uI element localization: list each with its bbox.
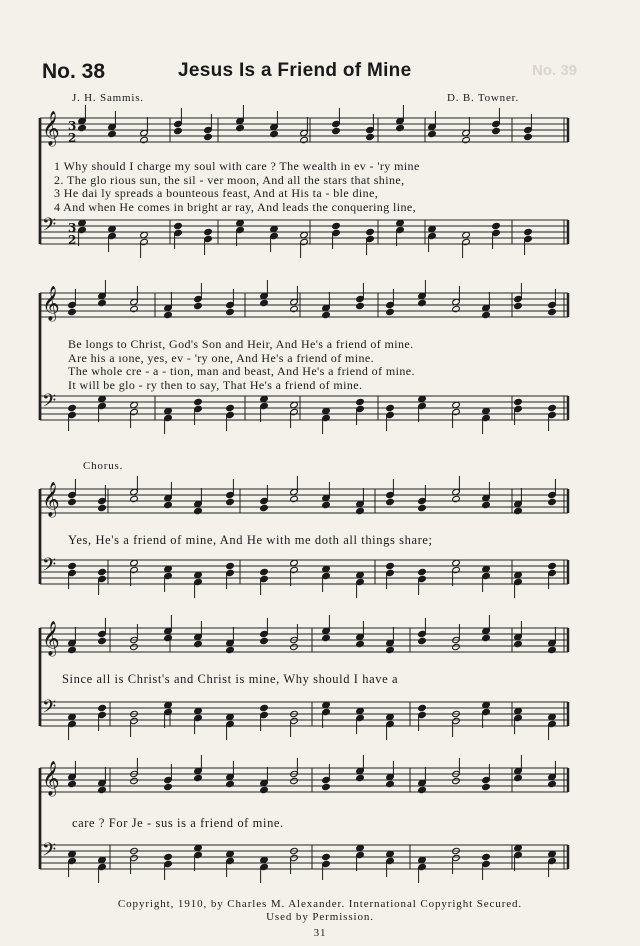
chorus-line-2: Since all is Christ's and Christ is mine, Why should I have a [62,672,399,686]
note-head [356,640,365,647]
note-head [514,507,523,514]
verse-block-2 [68,338,415,392]
note-head [130,777,139,784]
note-head [356,507,365,514]
note-head [514,640,523,647]
note-head [68,780,77,787]
note-head [260,637,269,644]
time-signature: 2 [68,233,77,247]
note-head [482,311,491,318]
note-head [452,305,461,312]
note-head [226,780,235,787]
note-head [524,133,533,140]
note-head [322,501,331,508]
note-head [396,124,405,131]
verse-line: Are his a ıone, yes, ev - 'ry one, And He's a friend of mine. [68,350,374,365]
note-head [482,634,491,641]
note-head [514,774,523,781]
note-head [356,774,365,781]
note-head [514,302,523,309]
note-head [332,127,341,134]
note-head [78,124,87,131]
verse-line: 1 Why should I charge my soul with care ? The wealth in ev - 'ry mine [54,159,420,173]
note-head [260,568,269,575]
note-head [418,504,427,511]
note-head [164,783,173,790]
note-head [260,504,269,511]
note-head [418,299,427,306]
copyright-notice: Copyright, 1910, by Charles M. Alexander. International Copyright Secured. [117,898,523,910]
note-head [194,398,203,405]
note-head [462,136,471,143]
note-head [130,495,139,502]
note-head [322,311,331,318]
note-head [164,311,173,318]
note-head [260,786,269,793]
note-head [270,130,279,137]
time-signature: 2 [68,131,77,145]
note-head [130,643,139,650]
note-head [386,308,395,315]
note-head [98,299,107,306]
note-head [226,562,235,569]
note-head [300,136,309,143]
note-head [548,562,557,569]
chorus-line-1: Yes, He's a friend of mine, And He with me doth all things share; [68,533,433,547]
note-head [194,507,203,514]
hymn-title: Jesus Is a Friend of Mine [178,60,412,81]
treble-clef-icon: 𝄞 [42,761,60,796]
page-number: 31 [313,927,327,939]
note-head [418,568,427,575]
treble-clef-icon: 𝄞 [42,111,60,146]
note-head [290,305,299,312]
note-head [386,404,395,411]
note-head [356,302,365,309]
note-head [418,704,427,711]
bass-clef-icon: 𝄢 [42,215,57,240]
note-head [366,133,375,140]
treble-clef-icon: 𝄞 [42,621,60,656]
note-head [548,404,557,411]
time-signature: 3 [68,221,77,235]
note-head [290,643,299,650]
note-head [524,228,533,235]
note-head [260,704,269,711]
note-head [482,853,491,860]
note-head [290,777,299,784]
note-head [98,786,107,793]
note-head [322,634,331,641]
note-head [164,853,173,860]
note-head [260,299,269,306]
chorus-line-3: care ? For Je - sus is a friend of mine. [72,816,284,830]
chorus-label: Chorus. [83,460,124,472]
note-head [174,127,183,134]
verse-line: 4 And when He comes in bright ar ray, And leads the conquering line, [54,199,417,214]
note-head [548,308,557,315]
note-head [108,130,117,137]
composer-credit: D. B. Towner. [447,92,520,104]
note-head [140,136,149,143]
note-head [68,562,77,569]
verse-line: 3 He dai ly spreads a bounteous feast, And at His ta - ble dine, [54,186,379,200]
note-head [68,308,77,315]
note-head [322,783,331,790]
note-head [452,777,461,784]
note-head [428,130,437,137]
note-head [164,501,173,508]
note-head [386,646,395,653]
note-head [418,786,427,793]
treble-clef-icon: 𝄞 [42,286,60,321]
verse-line: 2. The glo rious sun, the sil - ver moon, And all the stars that shine, [54,172,405,187]
note-head [68,498,77,505]
note-head [386,498,395,505]
note-head [452,495,461,502]
note-head [226,498,235,505]
note-head [482,501,491,508]
note-head [226,404,235,411]
note-head [236,124,245,131]
note-head [332,222,341,229]
bass-clef-icon: 𝄢 [42,840,57,865]
note-head [548,498,557,505]
note-head [204,133,213,140]
note-head [226,308,235,315]
note-head [98,504,107,511]
verse-block-1 [54,160,420,214]
note-head [68,404,77,411]
verse-line: It will be glo - ry then to say, That He's a friend of mine. [68,377,363,392]
note-head [482,783,491,790]
bass-clef-icon: 𝄢 [42,391,57,416]
note-head [164,634,173,641]
note-head [452,643,461,650]
verse-line: Be longs to Christ, God's Son and Heir, And He's a friend of mine. [68,337,414,351]
note-head [204,228,213,235]
note-head [492,222,501,229]
note-head [322,853,331,860]
note-head [492,127,501,134]
treble-clef-icon: 𝄞 [42,482,60,517]
note-head [174,222,183,229]
note-head [418,637,427,644]
note-head [194,774,203,781]
note-head [98,704,107,711]
verse-line: The whole cre - a - tion, man and beast, And He's a friend of mine. [68,364,415,378]
note-head [366,228,375,235]
lyricist-credit: J. H. Sammis. [72,92,144,104]
note-head [386,562,395,569]
note-head [514,398,523,405]
note-head [98,637,107,644]
note-head [98,568,107,575]
note-head [130,305,139,312]
time-signature: 3 [68,119,77,133]
permission-notice: Used by Permission. [266,911,374,923]
bleed-through-number: No. 39 [532,62,578,79]
note-head [226,646,235,653]
note-head [356,398,365,405]
bass-clef-icon: 𝄢 [42,555,57,580]
note-head [194,302,203,309]
note-head [68,646,77,653]
note-head [548,780,557,787]
note-head [290,495,299,502]
hymn-number: No. 38 [42,60,106,83]
bass-clef-icon: 𝄢 [42,697,57,722]
note-head [548,646,557,653]
note-head [386,780,395,787]
note-head [194,640,203,647]
